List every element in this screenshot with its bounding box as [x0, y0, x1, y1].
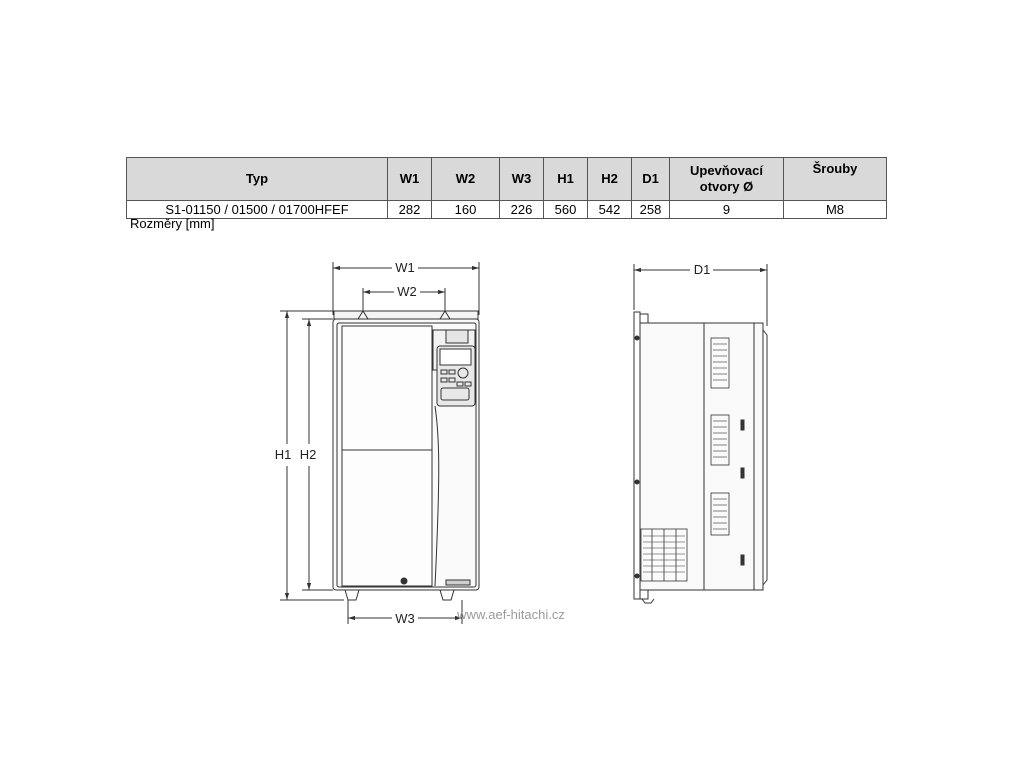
cell-d1: 258: [632, 201, 670, 219]
header-h2: H2: [588, 158, 632, 201]
w2-label: W2: [397, 284, 417, 299]
cell-screws: M8: [784, 201, 887, 219]
cell-w1: 282: [388, 201, 432, 219]
header-h1: H1: [544, 158, 588, 201]
header-d1: D1: [632, 158, 670, 201]
d1-label: D1: [693, 262, 711, 277]
header-w2: W2: [432, 158, 500, 201]
header-w3: W3: [500, 158, 544, 201]
side-view: [634, 312, 767, 603]
watermark: www.aef-hitachi.cz: [457, 607, 565, 622]
header-screws: Šrouby: [784, 158, 887, 201]
cell-type: S1-01150 / 01500 / 01700HFEF: [127, 201, 388, 219]
cell-w2: 160: [432, 201, 500, 219]
cell-h1: 560: [544, 201, 588, 219]
w3-label: W3: [395, 611, 415, 626]
h1-label: H1: [274, 447, 292, 462]
header-typ: Typ: [127, 158, 388, 201]
cell-h2: 542: [588, 201, 632, 219]
front-view: [333, 311, 479, 600]
cell-hole-diameter: 9: [670, 201, 784, 219]
cell-w3: 226: [500, 201, 544, 219]
table-caption: Rozměry [mm]: [130, 216, 215, 231]
w1-label: W1: [395, 260, 415, 275]
h2-label: H2: [299, 447, 317, 462]
header-mounting-holes: Upevňovací otvory Ø: [670, 158, 784, 201]
header-w1: W1: [388, 158, 432, 201]
